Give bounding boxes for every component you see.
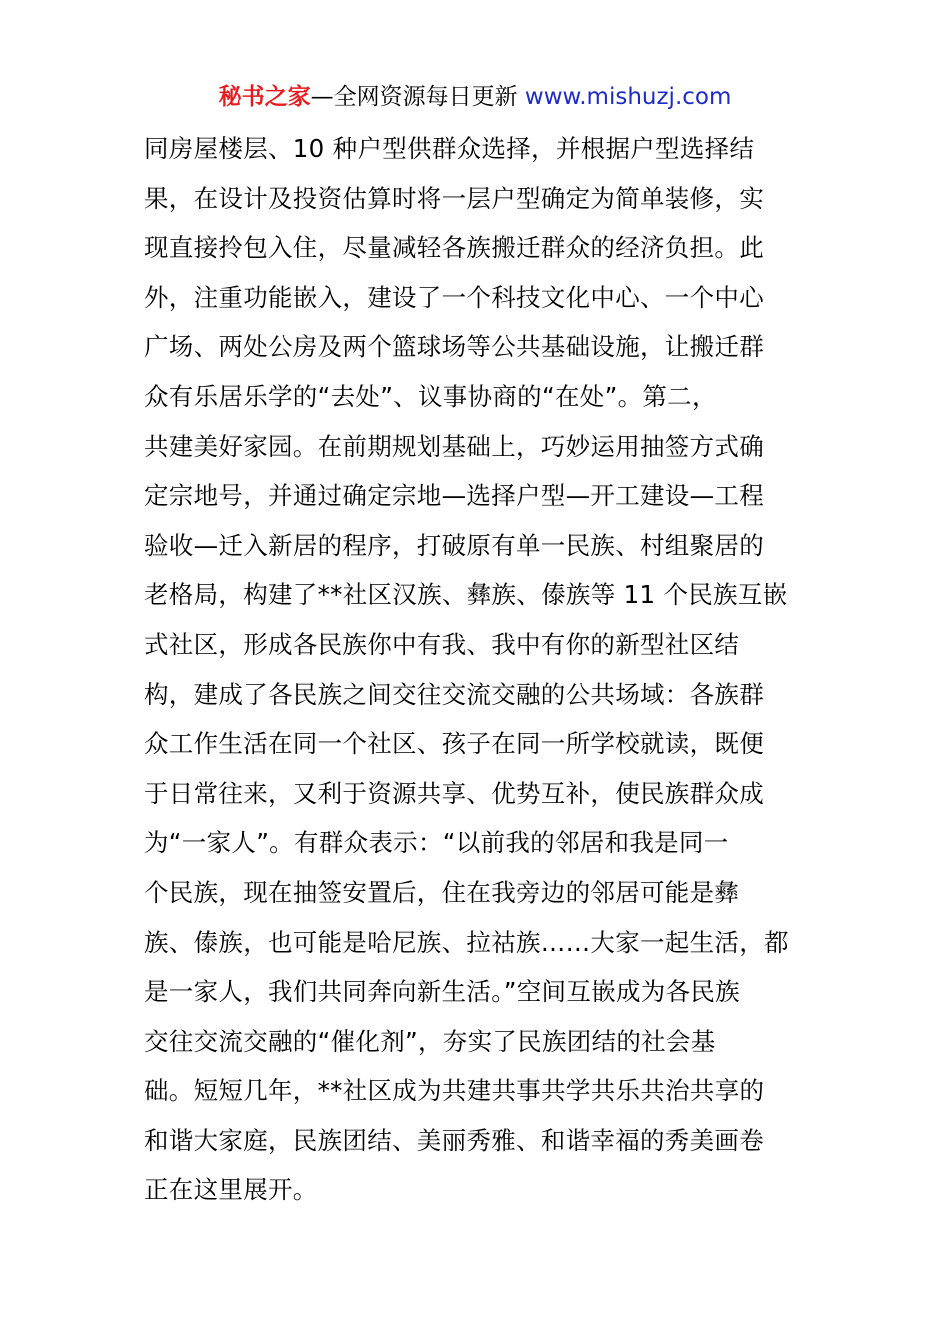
- text-line: 是一家人，我们共同奔向新生活。”空间互嵌成为各民族: [144, 977, 740, 1007]
- text-line: 老格局，构建了**社区汉族、彝族、傣族等 11 个民族互嵌: [144, 580, 788, 610]
- text-line: 广场、两处公房及两个篮球场等公共基础设施，让搬迁群: [144, 332, 764, 362]
- brand-name: 秘书之家: [218, 84, 311, 110]
- text-line: 现直接拎包入住，尽量减轻各族搬迁群众的经济负担。此: [144, 233, 764, 263]
- text-line: 共建美好家园。在前期规划基础上，巧妙运用抽签方式确: [144, 431, 764, 461]
- page-header: [0, 80, 950, 114]
- text-line: 个民族，现在抽签安置后，住在我旁边的邻居可能是彝: [144, 877, 740, 907]
- text-line: 同房屋楼层、10 种户型供群众选择，并根据户型选择结: [144, 134, 755, 163]
- text-line: 交往交流交融的“催化剂”，夯实了民族团结的社会基: [144, 1026, 716, 1056]
- text-line: 验收—迁入新居的程序，打破原有单一民族、村组聚居的: [144, 530, 764, 560]
- text-line: 和谐大家庭，民族团结、美丽秀雅、和谐幸福的秀美画卷: [144, 1125, 764, 1155]
- header-tagline: —全网资源每日更新: [310, 84, 518, 110]
- text-line: 于日常往来，又利于资源共享、优势互补，使民族群众成: [144, 778, 764, 808]
- text-line: 众有乐居乐学的“去处”、议事协商的“在处”。第二，: [144, 381, 717, 411]
- text-line: 式社区，形成各民族你中有我、我中有你的新型社区结: [144, 629, 740, 659]
- text-line: 外，注重功能嵌入，建设了一个科技文化中心、一个中心: [144, 282, 764, 312]
- text-line: 族、傣族，也可能是哈尼族、拉祜族……大家一起生活，都: [144, 927, 789, 957]
- text-line: 果，在设计及投资估算时将一层户型确定为简单装修，实: [144, 183, 764, 213]
- text-line: 构，建成了各民族之间交往交流交融的公共场域：各族群: [144, 679, 764, 709]
- text-line: 为“一家人”。有群众表示：“以前我的邻居和我是同一: [144, 828, 729, 858]
- text-line: 定宗地号，并通过确定宗地—选择户型—开工建设—工程: [144, 481, 764, 511]
- article-body: [144, 124, 814, 1215]
- text-line: 础。短短几年，**社区成为共建共事共学共乐共治共享的: [144, 1076, 765, 1106]
- site-url[interactable]: www.mishuzj.com: [524, 84, 732, 110]
- text-line: 正在这里展开。: [144, 1175, 318, 1205]
- text-line: 众工作生活在同一个社区、孩子在同一所学校就读，既便: [144, 729, 764, 759]
